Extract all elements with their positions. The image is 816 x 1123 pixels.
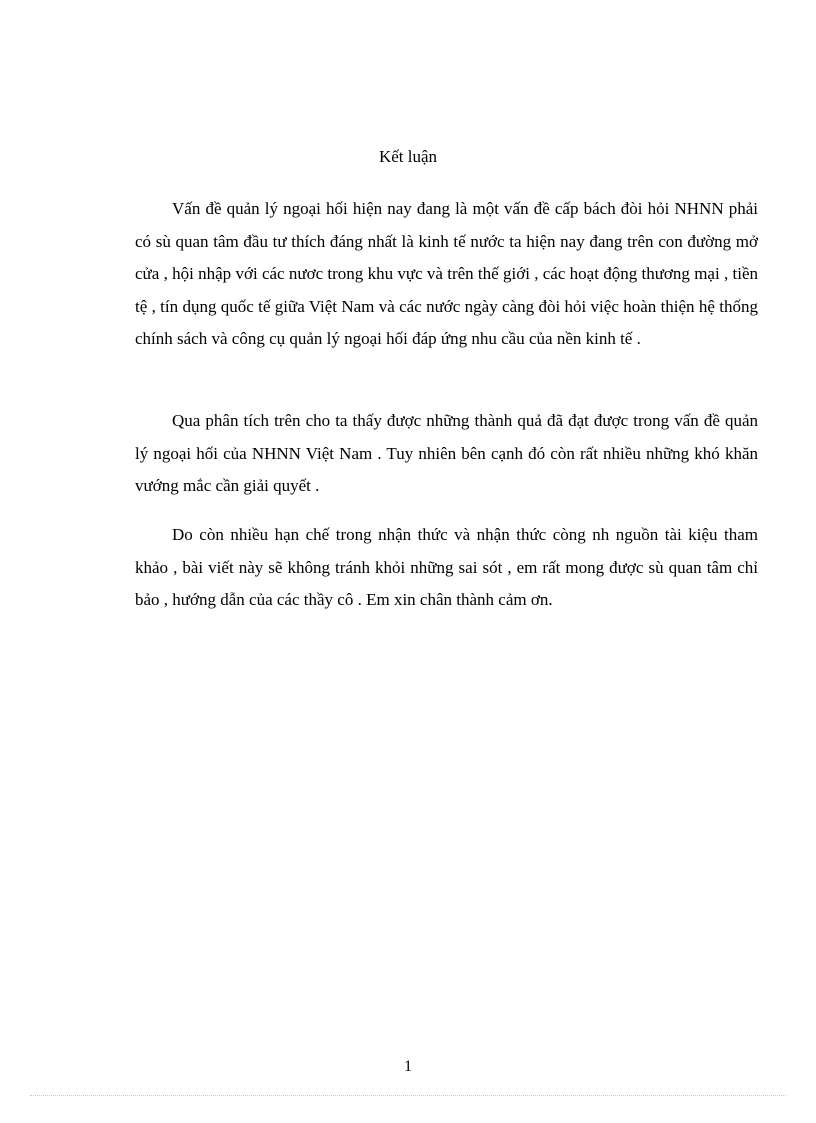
footer-divider <box>30 1095 786 1096</box>
page-title: Kết luận <box>378 147 438 166</box>
page-number: 1 <box>404 1058 412 1075</box>
paragraph-2: Qua phân tích trên cho ta thấy được những thành quả đã đạt được trong vấn đề quản lý ngoại hối của NHNN Việt Nam . Tuy nhiên bên cạnh đó còn rất nhiều những khó khăn vướng mắc cần giải quyết . <box>135 411 758 496</box>
paragraph-1: Vấn đề quản lý ngoại hối hiện nay đang là một vấn đề cấp bách đòi hỏi NHNN phải có sù quan tâm đầu tư thích đáng nhất là kinh tế nước ta hiện nay đang trên con đường mở cửa , hội nhập với các nươc trong khu vực và trên thế giới , các hoạt động thương mại , tiền tệ , tín dụng quốc tế giữa Việt Nam và các nước ngày càng đòi hỏi việc hoàn thiện hệ thống chính sách và công cụ quản lý ngoại hối đáp ứng nhu cầu của nền kinh tế . <box>135 199 758 349</box>
paragraph-3: Do còn nhiều hạn chế trong nhận thức và nhận thức còng nh nguồn tài kiệu tham khảo , bài viết này sẽ không tránh khỏi những sai sót , em rất mong được sù quan tâm chỉ bảo , hướng dẫn của các thầy cô . Em xin chân thành cảm ơn. <box>135 525 758 610</box>
